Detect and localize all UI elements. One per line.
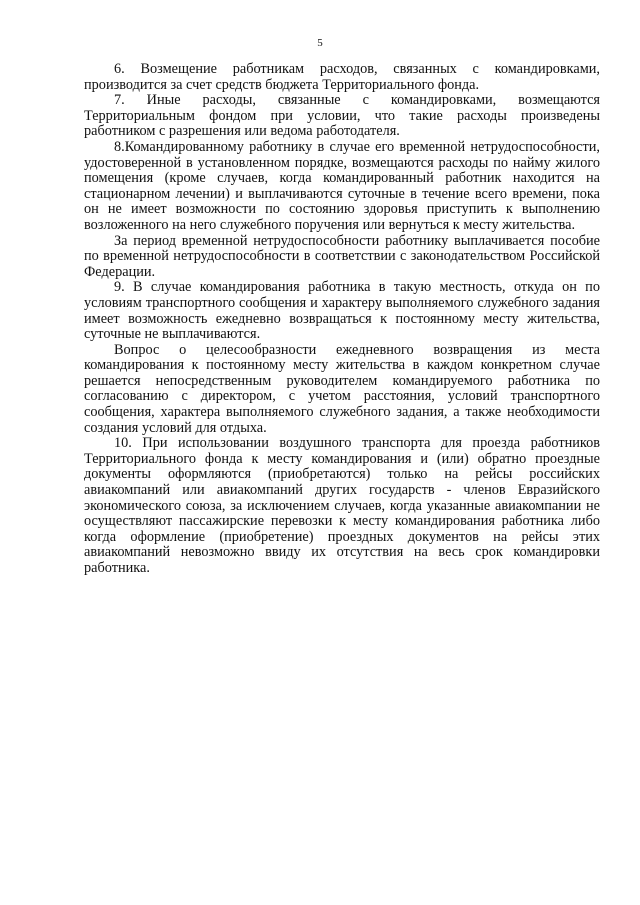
document-body (84, 62, 600, 577)
paragraph-9-daily-return: Вопрос о целесообразности ежедневного возвращения из места командирования к постоянному месту жительства в каждом конкретном случае решается непосредственным руководителем командируемого работника по согласованию с директором, с учетом расстояния, условий транспортного сообщения, характера выполняемого служебного задания, а также необходимости создания условий для отдыха. (84, 341, 600, 436)
paragraph-10: 10. При использовании воздушного транспорта для проезда работников Территориального фонда к месту командирования и (или) обратно проездные документы оформляются (приобретаются) только на рейсы российских авиакомпаний или авиакомпаний других государств - членов Евразийского экономического союза, за исключением случаев, когда указанные авиакомпании не осуществляют пассажирские перевозки к месту командирования работника либо когда оформление (приобретение) проездных документов на рейсы этих авиакомпаний невозможно ввиду их отсутствия на весь срок командировки работника. (84, 435, 600, 576)
paragraph-9: 9. В случае командирования работника в такую местность, откуда он по условиям транспортного сообщения и характеру выполняемого служебного задания имеет возможность ежедневно возвращаться к постоянному месту жительства, суточные не выплачиваются. (84, 279, 600, 343)
paragraph-6: 6. Возмещение работникам расходов, связанных с командировками, производится за счет средств бюджета Территориального фонда. (84, 61, 600, 93)
paragraph-7: 7. Иные расходы, связанные с командировками, возмещаются Территориальным фондом при условии, что такие расходы произведены работником с разрешения или ведома работодателя. (84, 92, 600, 140)
paragraph-8-sick-pay: За период временной нетрудоспособности работнику выплачивается пособие по временной нетрудоспособности в соответствии с законодательством Российской Федерации. (84, 232, 600, 280)
paragraph-8: 8.Командированному работнику в случае его временной нетрудоспособности, удостоверенной в установленном порядке, возмещаются расходы по найму жилого помещения (кроме случаев, когда командированный работник находится на стационарном лечении) и выплачиваются суточные в течение всего времени, пока он не имеет возможности по состоянию здоровья приступить к выполнению возложенного на него служебного поручения или вернуться к месту жительства. (84, 138, 600, 233)
page-number: 5 (317, 37, 323, 49)
